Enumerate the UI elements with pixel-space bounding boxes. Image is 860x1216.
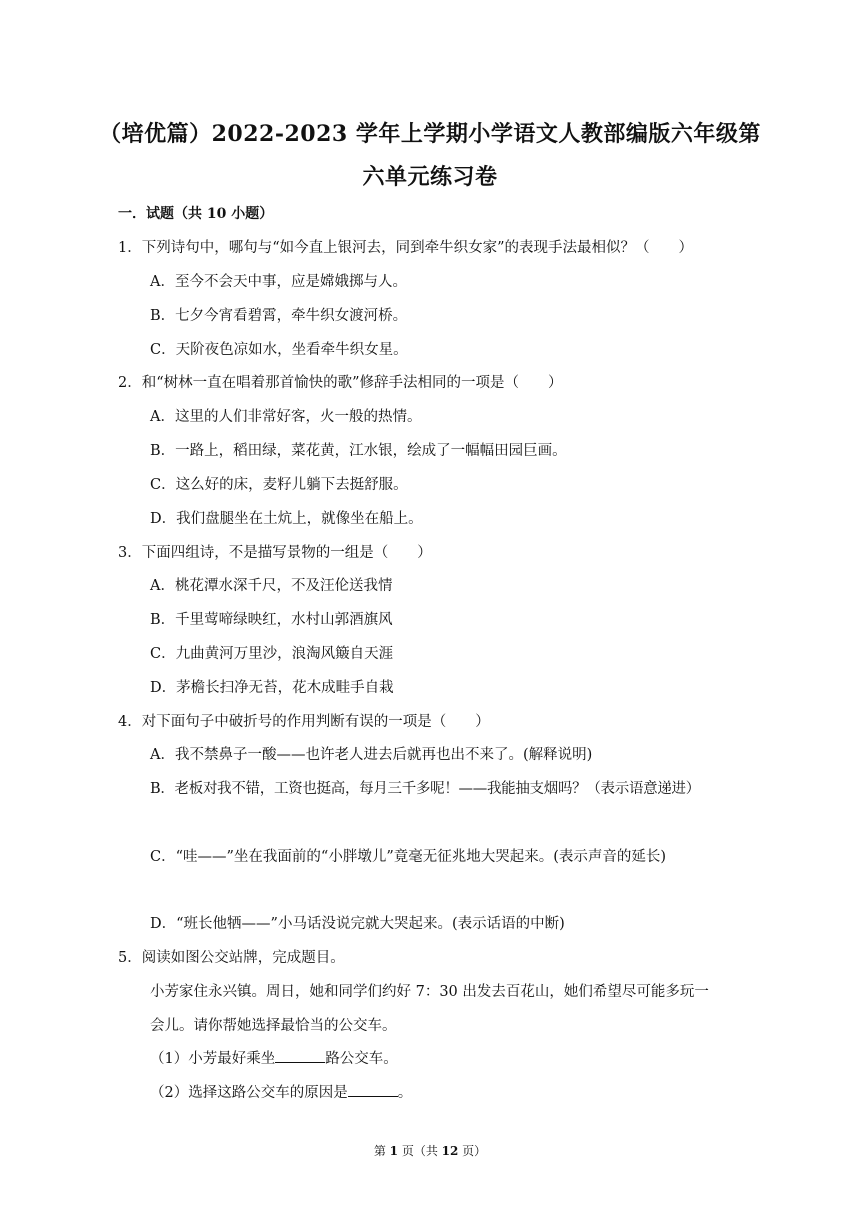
question-3-option-c: C．九曲黄河万里沙，浪淘风簸自天涯 <box>150 646 394 662</box>
question-5-sub-1-prefix: （1）小芳最好乘坐 <box>150 1051 276 1067</box>
document-title-line2: 六单元练习卷 <box>362 164 498 190</box>
question-2-option-b: B．一路上，稻田绿，菜花黄，江水银，绘成了一幅幅田园巨画。 <box>150 443 567 459</box>
section-heading: 一．试题（共 10 小题） <box>118 206 274 222</box>
question-3-option-d: D．茅檐长扫净无苔，花木成畦手自栽 <box>150 680 394 696</box>
footer-suffix: 页） <box>458 1144 487 1158</box>
question-5-sub-1 <box>150 1047 398 1068</box>
total-pages: 12 <box>441 1144 459 1158</box>
question-4-option-c: C．“哇——”坐在我面前的“小胖墩儿”竟毫无征兆地大哭起来。(表示声音的延长) <box>150 849 667 865</box>
question-4-option-b: B．老板对我不错，工资也挺高，每月三千多呢！——我能抽支烟吗？（表示语意递进） <box>150 781 700 797</box>
question-1-option-a: A．至今不会天中事，应是嫦娥掷与人。 <box>150 274 407 290</box>
answer-blank[interactable] <box>275 1048 325 1063</box>
question-3-option-b: B．千里莺啼绿映红，水村山郭酒旗风 <box>150 612 393 628</box>
page-footer <box>0 1142 860 1159</box>
question-5-sub-1-suffix: 路公交车。 <box>325 1051 398 1067</box>
question-2-option-d: D．我们盘腿坐在土炕上，就像坐在船上。 <box>150 511 423 527</box>
question-1-option-c: C．天阶夜色凉如水，坐看牵牛织女星。 <box>150 342 408 358</box>
question-5-sub-2 <box>150 1081 412 1102</box>
question-5-sub-2-prefix: （2）选择这路公交车的原因是 <box>150 1085 348 1101</box>
question-2-option-a: A．这里的人们非常好客，火一般的热情。 <box>150 409 422 425</box>
question-2-option-c: C．这么好的床，麦籽儿躺下去挺舒服。 <box>150 477 408 493</box>
answer-blank[interactable] <box>348 1082 398 1097</box>
question-1-stem: 1．下列诗句中，哪句与“如今直上银河去，同到牵牛织女家”的表现手法最相似？（ ） <box>118 240 694 256</box>
question-5-stem: 5．阅读如图公交站牌，完成题目。 <box>118 950 345 966</box>
footer-middle: 页（共 <box>398 1144 442 1158</box>
question-4-stem: 4．对下面句子中破折号的作用判断有误的一项是（ ） <box>118 714 490 730</box>
question-5-sub-2-suffix: 。 <box>397 1085 413 1101</box>
question-3-option-a: A．桃花潭水深千尺，不及汪伦送我情 <box>150 578 393 594</box>
document-title-line1: （培优篇）2022-2023 学年上学期小学语文人教部编版六年级第 <box>99 121 761 147</box>
question-3-stem: 3．下面四组诗，不是描写景物的一组是（ ） <box>118 545 432 561</box>
question-4-option-d: D．“班长他牺——”小马话没说完就大哭起来。(表示话语的中断) <box>150 916 565 932</box>
question-2-stem: 2．和“树林一直在唱着那首愉快的歌”修辞手法相同的一项是（ ） <box>118 375 563 391</box>
question-4-option-a: A．我不禁鼻子一酸——也许老人进去后就再也出不来了。(解释说明) <box>150 747 593 763</box>
question-5-paragraph-line1: 小芳家住永兴镇。周日，她和同学们约好 7：30 出发去百花山，她们希望尽可能多玩一 <box>150 984 709 1000</box>
page-number: 1 <box>389 1144 398 1158</box>
question-5-paragraph-line2: 会儿。请你帮她选择最恰当的公交车。 <box>150 1018 397 1034</box>
footer-prefix: 第 <box>373 1144 390 1158</box>
question-1-option-b: B．七夕今宵看碧霄，牵牛织女渡河桥。 <box>150 308 408 324</box>
